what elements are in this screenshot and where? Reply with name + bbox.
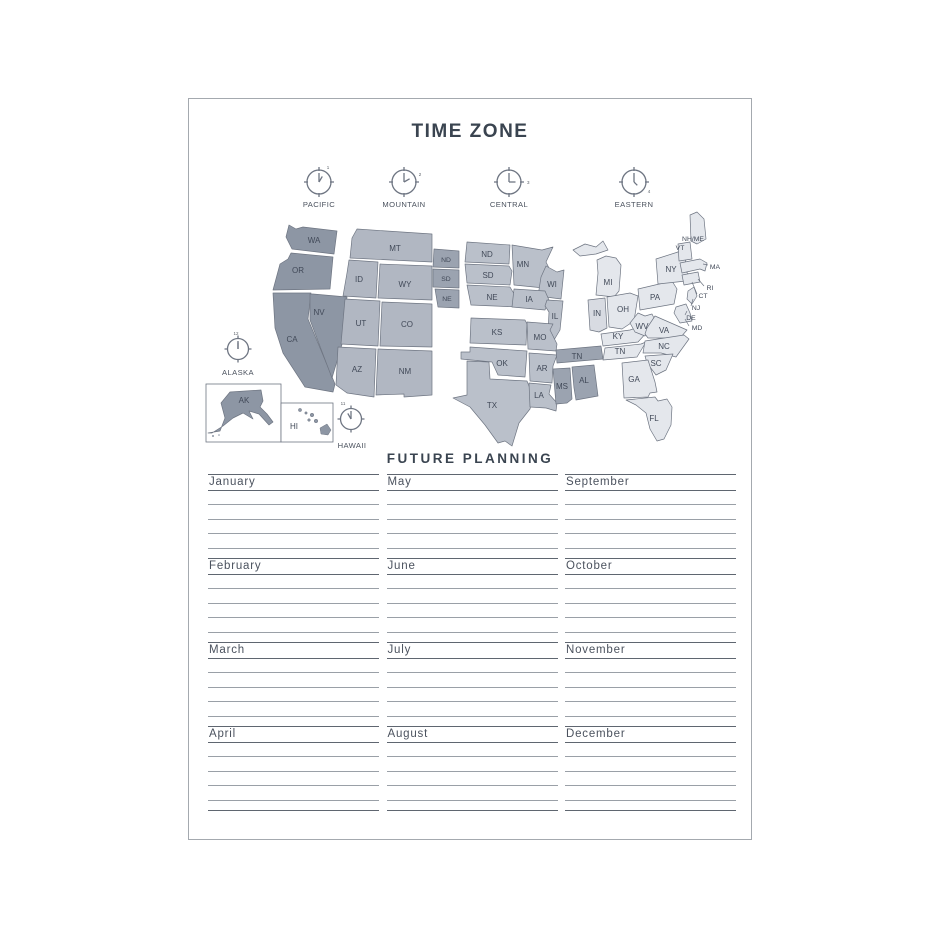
state-pa-label: PA [649, 293, 661, 302]
state-ar-label: AR [536, 364, 548, 373]
writing-line [565, 688, 736, 702]
writing-line [208, 772, 379, 786]
state-ct-label: CT [698, 293, 708, 300]
writing-line [565, 673, 736, 687]
writing-line [387, 743, 558, 757]
alaska-label: AK [238, 396, 250, 405]
state-co-label: CO [401, 320, 413, 329]
pacific-zone [273, 225, 347, 392]
state-nd-west-label: ND [441, 257, 451, 264]
writing-line [208, 491, 379, 505]
month-label: July [387, 643, 558, 659]
month-block [387, 642, 558, 726]
writing-line [208, 575, 379, 589]
mountain-hour-number: 2 [418, 172, 422, 177]
writing-line [387, 673, 558, 687]
writing-line [565, 589, 736, 603]
writing-line [565, 505, 736, 519]
us-timezone-map [196, 151, 748, 463]
writing-line [387, 772, 558, 786]
eastern-clock-icon [619, 167, 649, 197]
state-mi-label: MI [603, 278, 613, 287]
month-block [565, 474, 736, 558]
writing-line [565, 757, 736, 771]
state-md-label: MD [691, 325, 703, 332]
state-ma-label: MA [709, 264, 721, 271]
future-planning-grid [208, 474, 736, 811]
hawaii-label: HI [290, 422, 298, 431]
alaska-clock-icon [225, 336, 252, 363]
writing-line [208, 743, 379, 757]
writing-line [565, 786, 736, 800]
writing-line [387, 491, 558, 505]
month-block [208, 726, 379, 810]
state-ia-label: IA [525, 295, 533, 304]
writing-line [387, 702, 558, 716]
writing-line [387, 604, 558, 618]
future-planning-title: FUTURE PLANNING [386, 451, 554, 466]
state-ca-label: CA [286, 335, 298, 344]
writing-line [565, 743, 736, 757]
state-la-label: LA [534, 391, 544, 400]
writing-line [387, 688, 558, 702]
writing-line [565, 702, 736, 716]
hawaii-inset [281, 403, 333, 442]
writing-line [208, 757, 379, 771]
state-tn-west-label: TN [571, 352, 583, 361]
state-ga-label: GA [628, 375, 640, 384]
pacific-clock-label: PACIFIC [302, 200, 336, 209]
central-clock-label: CENTRAL [489, 200, 529, 209]
state-de-label: DE [686, 315, 696, 322]
page-title: TIME ZONE [411, 121, 529, 142]
central-hour-number: 3 [527, 180, 530, 185]
writing-line [387, 659, 558, 673]
alaska-hour-number: 12 [233, 331, 239, 336]
month-label: May [387, 475, 558, 491]
state-ks-label: KS [491, 328, 503, 337]
planning-column-3 [565, 474, 736, 811]
month-label: April [208, 727, 379, 743]
state-ok-label: OK [496, 359, 508, 368]
writing-line [387, 618, 558, 632]
writing-line [208, 618, 379, 632]
eastern-hour-number: 4 [647, 189, 651, 194]
month-label: December [565, 727, 736, 743]
state-nd-label: ND [481, 250, 493, 259]
month-block [565, 558, 736, 642]
state-in-label: IN [593, 309, 601, 318]
state-wv-label: WV [635, 322, 649, 331]
state-mi [596, 256, 621, 297]
month-label: January [208, 475, 379, 491]
writing-line [208, 673, 379, 687]
pacific-hour-number: 1 [326, 165, 330, 170]
month-block [387, 474, 558, 558]
state-vt-label: VT [675, 245, 685, 252]
hawaii-hour-number: 11 [340, 401, 346, 406]
writing-line [387, 534, 558, 548]
writing-line [565, 575, 736, 589]
pacific-clock-icon [304, 167, 334, 197]
month-label: August [387, 727, 558, 743]
month-block [208, 474, 379, 558]
month-label: March [208, 643, 379, 659]
state-ri-label: RI [706, 285, 714, 292]
mountain-clock-icon [389, 167, 419, 197]
state-nj-label: NJ [691, 305, 701, 312]
writing-line [387, 520, 558, 534]
writing-line [387, 786, 558, 800]
month-block [565, 726, 736, 810]
state-va-label: VA [658, 326, 670, 335]
central-clock-icon [494, 167, 524, 197]
state-id-label: ID [355, 275, 363, 284]
writing-line [565, 604, 736, 618]
state-al-label: AL [579, 376, 589, 385]
writing-line [208, 786, 379, 800]
mountain-zone [336, 229, 432, 397]
state-ne-label: NE [486, 293, 498, 302]
state-sd-west-label: SD [441, 276, 451, 283]
central-zone [453, 242, 564, 446]
writing-line [208, 534, 379, 548]
state-wy-label: WY [398, 280, 412, 289]
state-ky-label: KY [612, 332, 624, 341]
writing-line [208, 520, 379, 534]
state-nv-label: NV [313, 308, 325, 317]
state-nm-label: NM [398, 367, 412, 376]
writing-line [208, 688, 379, 702]
writing-line [387, 505, 558, 519]
alaska-inset [206, 384, 281, 442]
state-sd-label: SD [482, 271, 494, 280]
month-block [387, 726, 558, 810]
mountain-clock-label: MOUNTAIN [382, 200, 426, 209]
state-ms-label: MS [556, 382, 568, 391]
eastern-clock-label: EASTERN [614, 200, 654, 209]
state-mo-label: MO [533, 333, 547, 342]
state-wi-label: WI [547, 280, 557, 289]
state-mt-label: MT [389, 244, 401, 253]
state-nc-label: NC [658, 342, 670, 351]
hawaii-clock-label: HAWAII [337, 441, 367, 450]
alaska-clock-label: ALASKA [222, 368, 254, 377]
writing-line [387, 575, 558, 589]
state-tn-east-label: TN [614, 347, 626, 356]
state-wa-label: WA [307, 236, 321, 245]
state-nh-me-label: NH/ME [682, 236, 704, 243]
writing-line [565, 772, 736, 786]
state-mn-label: MN [516, 260, 530, 269]
state-az-label: AZ [351, 365, 363, 374]
writing-line [565, 520, 736, 534]
month-label: June [387, 559, 558, 575]
month-block [387, 558, 558, 642]
month-label: October [565, 559, 736, 575]
month-block [208, 558, 379, 642]
writing-line [208, 604, 379, 618]
writing-line [208, 659, 379, 673]
state-ny-label: NY [665, 265, 677, 274]
state-or-label: OR [292, 266, 304, 275]
month-label: September [565, 475, 736, 491]
month-block [208, 642, 379, 726]
state-tx-label: TX [486, 401, 498, 410]
state-oh-label: OH [617, 305, 629, 314]
writing-line [565, 491, 736, 505]
writing-line [387, 589, 558, 603]
state-mi-upper [573, 241, 608, 256]
writing-line [387, 757, 558, 771]
writing-line [208, 505, 379, 519]
hawaii-clock-icon [338, 406, 365, 433]
planner-page [188, 98, 752, 840]
state-fl-label: FL [649, 414, 659, 423]
month-label: February [208, 559, 379, 575]
writing-line [208, 589, 379, 603]
month-label: November [565, 643, 736, 659]
writing-line [565, 618, 736, 632]
state-sc-label: SC [650, 359, 662, 368]
writing-line [565, 659, 736, 673]
month-block [565, 642, 736, 726]
planning-column-1 [208, 474, 379, 811]
state-il-label: IL [551, 312, 559, 321]
state-ut-label: UT [355, 319, 367, 328]
writing-line [565, 534, 736, 548]
planning-column-2 [387, 474, 558, 811]
state-ne-west-label: NE [442, 296, 452, 303]
writing-line [208, 702, 379, 716]
